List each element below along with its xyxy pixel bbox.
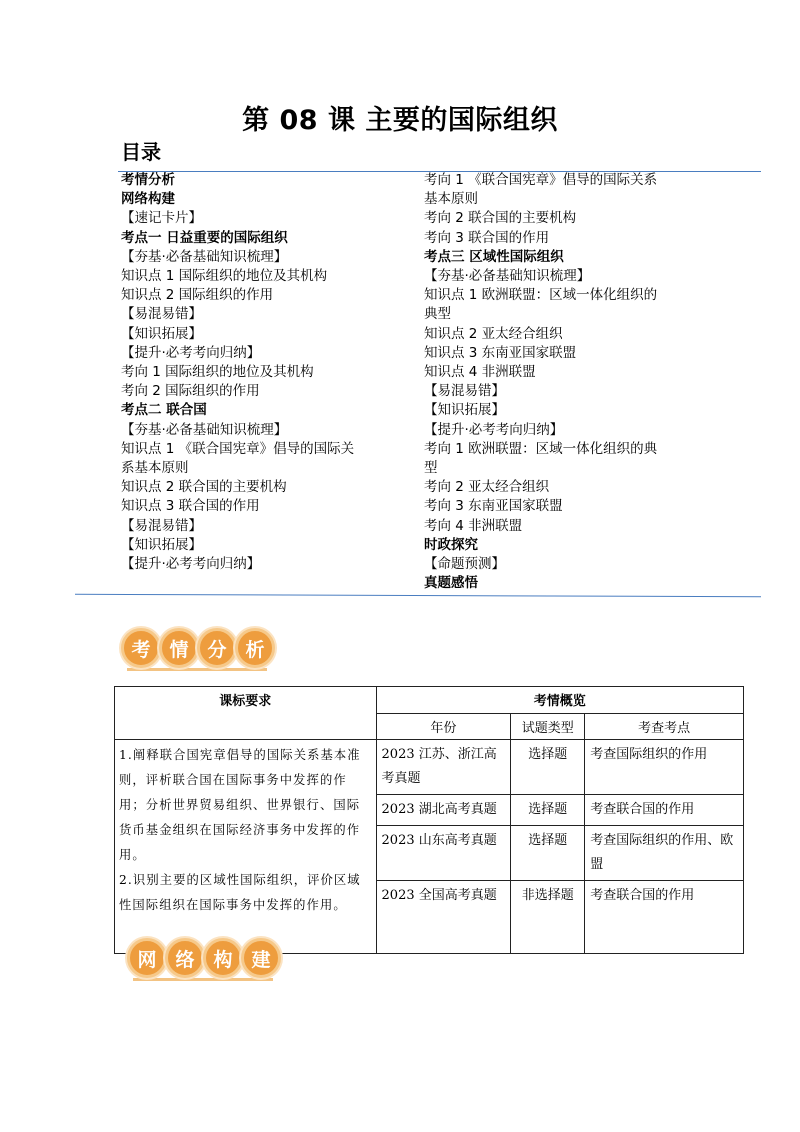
header-requirements: 课标要求 <box>115 687 377 740</box>
toc-entry[interactable]: 【夯基·必备基础知识梳理】 <box>121 248 288 265</box>
row4-year: 2023 全国高考真题 <box>376 881 511 954</box>
exam-overview-table <box>114 686 744 954</box>
toc-entry[interactable]: 知识点 3 东南亚国家联盟 <box>424 344 577 361</box>
toc-entry[interactable]: 【易混易错】 <box>424 383 505 400</box>
requirement-2: 2.识别主要的区域性国际组织，评价区域性国际组织在国际事务中发挥的作用。 <box>119 873 361 912</box>
toc-entry[interactable]: 【知识拓展】 <box>121 536 202 553</box>
toc-entry[interactable]: 考向 3 联合国的作用 <box>424 229 550 246</box>
toc-entry[interactable]: 时政探究 <box>424 536 478 553</box>
toc-entry[interactable]: 考向 2 亚太经合组织 <box>424 479 550 496</box>
toc-entry[interactable]: 网络构建 <box>121 191 175 208</box>
toc-entry[interactable]: 【速记卡片】 <box>121 210 202 227</box>
header-overview: 考情概览 <box>376 687 743 714</box>
toc-entry[interactable]: 【易混易错】 <box>121 306 202 323</box>
row2-year: 2023 湖北高考真题 <box>376 795 511 826</box>
banner-character: 分 <box>197 628 237 668</box>
section-banner-exam-analysis <box>121 623 273 673</box>
banner-character: 网 <box>127 938 167 978</box>
toc-entry[interactable]: 【知识拓展】 <box>121 325 202 342</box>
toc-entry[interactable]: 考向 2 国际组织的作用 <box>121 383 260 400</box>
toc-entry[interactable]: 知识点 3 联合国的作用 <box>121 498 260 515</box>
toc-entry[interactable]: 考点一 日益重要的国际组织 <box>121 229 288 246</box>
toc-entry[interactable]: 知识点 2 国际组织的作用 <box>121 287 274 304</box>
toc-entry[interactable]: 型 <box>424 460 438 477</box>
toc-entry[interactable]: 典型 <box>424 306 451 323</box>
toc-entry[interactable]: 考向 3 东南亚国家联盟 <box>424 498 563 515</box>
subheader-type: 试题类型 <box>511 714 585 740</box>
toc-entry[interactable]: 【夯基·必备基础知识梳理】 <box>121 421 288 438</box>
toc-entry[interactable]: 考点二 联合国 <box>121 402 207 419</box>
subheader-year: 年份 <box>376 714 511 740</box>
toc-entry[interactable]: 【提升·必考考向归纳】 <box>121 556 261 573</box>
toc-entry[interactable]: 【知识拓展】 <box>424 402 505 419</box>
banner-character: 考 <box>121 628 161 668</box>
row3-year: 2023 山东高考真题 <box>376 826 511 881</box>
toc-entry[interactable]: 系基本原则 <box>121 460 189 477</box>
row4-point: 考查联合国的作用 <box>585 881 744 954</box>
toc-entry[interactable]: 考向 1 欧洲联盟：区域一体化组织的典 <box>424 440 658 457</box>
subheader-point: 考查考点 <box>585 714 744 740</box>
section-banner-network <box>127 933 279 983</box>
banner-character: 建 <box>241 938 281 978</box>
row3-type: 选择题 <box>511 826 585 881</box>
banner-character: 构 <box>203 938 243 978</box>
toc-entry[interactable]: 【提升·必考考向归纳】 <box>424 421 564 438</box>
divider-bottom <box>75 594 761 597</box>
banner-character: 析 <box>235 628 275 668</box>
toc-entry[interactable]: 基本原则 <box>424 191 478 208</box>
toc-entry[interactable]: 知识点 1 国际组织的地位及其机构 <box>121 268 328 285</box>
banner-character: 情 <box>159 628 199 668</box>
row1-point: 考查国际组织的作用 <box>585 740 744 795</box>
row1-year: 2023 江苏、浙江高考真题 <box>376 740 511 795</box>
toc-entry[interactable]: 【夯基·必备基础知识梳理】 <box>424 268 591 285</box>
toc-entry[interactable]: 【易混易错】 <box>121 517 202 534</box>
toc-entry[interactable]: 考情分析 <box>121 172 175 188</box>
toc-entry[interactable]: 考向 4 非洲联盟 <box>424 517 523 534</box>
toc-entry[interactable]: 考向 1 《联合国宪章》倡导的国际关系 <box>424 172 658 188</box>
toc-heading: 目录 <box>121 140 161 164</box>
row4-type: 非选择题 <box>511 881 585 954</box>
toc-entry[interactable]: 知识点 2 亚太经合组织 <box>424 325 563 342</box>
toc-entry[interactable]: 知识点 1 欧洲联盟：区域一体化组织的 <box>424 287 658 304</box>
banner-underline <box>127 668 267 671</box>
toc-entry[interactable]: 考点三 区域性国际组织 <box>424 248 564 265</box>
toc-entry[interactable]: 知识点 4 非洲联盟 <box>424 364 536 381</box>
toc-entry[interactable]: 考向 2 联合国的主要机构 <box>424 210 577 227</box>
toc-entry[interactable]: 知识点 1 《联合国宪章》倡导的国际关 <box>121 440 355 457</box>
row2-type: 选择题 <box>511 795 585 826</box>
page-title: 第 08 课 主要的国际组织 <box>242 105 558 136</box>
toc-entry[interactable]: 真题感悟 <box>424 575 478 592</box>
row2-point: 考查联合国的作用 <box>585 795 744 826</box>
row3-point: 考查国际组织的作用、欧盟 <box>585 826 744 881</box>
toc-entry[interactable]: 考向 1 国际组织的地位及其机构 <box>121 364 314 381</box>
toc-entry[interactable]: 知识点 2 联合国的主要机构 <box>121 479 287 496</box>
toc-right-column <box>424 171 694 593</box>
requirements-cell <box>115 740 377 954</box>
toc-entry[interactable]: 【命题预测】 <box>424 556 505 573</box>
toc-left-column <box>121 171 391 574</box>
banner-character: 络 <box>165 938 205 978</box>
requirement-1: 1.阐释联合国宪章倡导的国际关系基本准则，评析联合国在国际事务中发挥的作用；分析世界贸易组织、世界银行、国际货币基金组织在国际经济事务中发挥的作用。 <box>119 748 361 862</box>
toc-entry[interactable]: 【提升·必考考向归纳】 <box>121 344 261 361</box>
banner-underline <box>133 978 273 981</box>
row1-type: 选择题 <box>511 740 585 795</box>
